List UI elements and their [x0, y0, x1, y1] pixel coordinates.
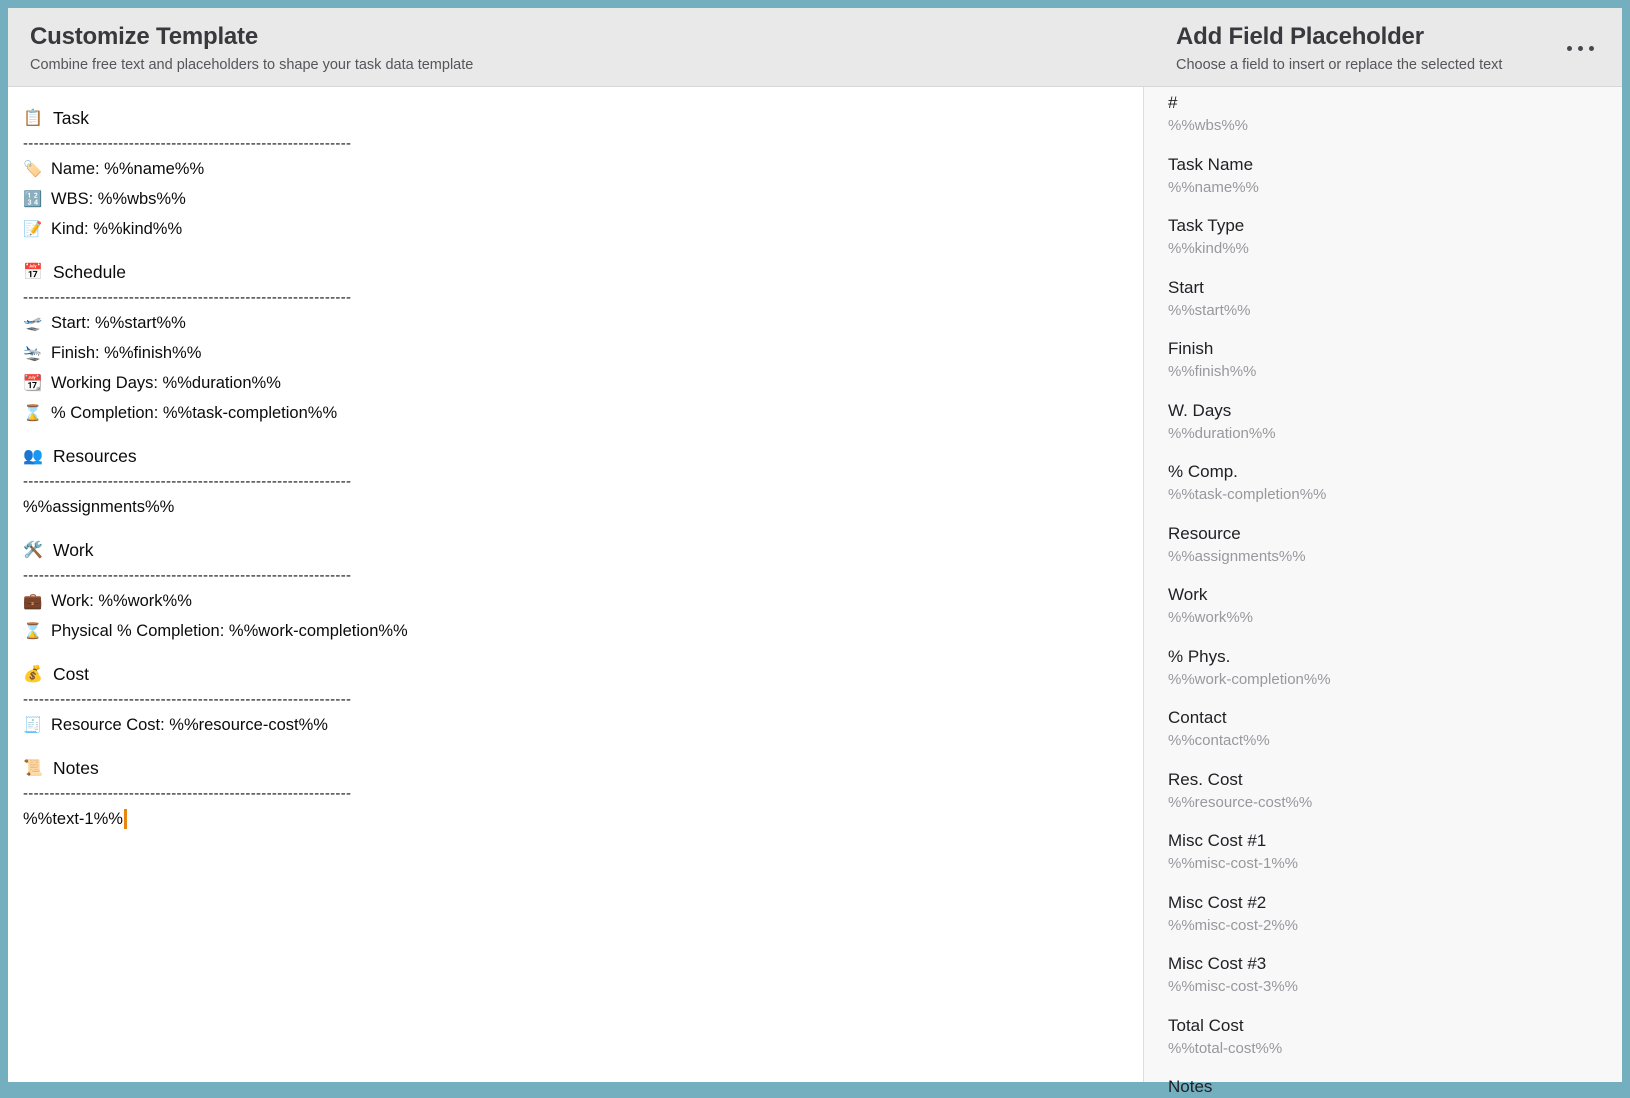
field-item[interactable]: [1168, 461, 1612, 505]
section-divider: --------------------------------------------------------------: [23, 289, 352, 306]
money-bag-icon: 💰: [23, 666, 43, 683]
template-line: [23, 710, 1123, 740]
ellipsis-icon: [1578, 46, 1583, 51]
panel-subtitle: Choose a field to insert or replace the selected text: [1176, 57, 1503, 73]
line-text: WBS: %%wbs%%: [51, 189, 186, 208]
field-label: Start: [1168, 277, 1204, 297]
section-header: [23, 659, 1123, 689]
section-divider: --------------------------------------------------------------: [23, 691, 352, 708]
tear-off-calendar-icon: 📆: [23, 374, 43, 392]
airplane-arrival-icon: 🛬: [23, 344, 43, 362]
briefcase-icon: 💼: [23, 592, 43, 610]
line-text: Resource Cost: %%resource-cost%%: [51, 715, 328, 734]
section-title: Schedule: [53, 261, 126, 282]
field-placeholder: %%kind%%: [1168, 240, 1249, 257]
field-label: #: [1168, 93, 1178, 112]
section-divider: --------------------------------------------------------------: [23, 473, 352, 490]
scroll-icon: 📜: [23, 760, 43, 777]
field-placeholder: %%wbs%%: [1168, 117, 1249, 134]
field-placeholder: %%resource-cost%%: [1168, 793, 1313, 811]
memo-icon: 📝: [23, 220, 43, 238]
field-label: Res. Cost: [1168, 769, 1243, 789]
hourglass-icon: ⌛: [23, 622, 43, 640]
template-line: [23, 184, 1123, 214]
field-placeholder: %%contact%%: [1168, 732, 1270, 749]
field-label: Misc Cost #3: [1168, 954, 1267, 973]
line-text: Work: %%work%%: [51, 591, 192, 610]
field-placeholder: %%total-cost%%: [1168, 1039, 1283, 1057]
field-item[interactable]: [1168, 1015, 1612, 1059]
field-label: % Phys.: [1168, 646, 1231, 666]
receipt-icon: 🧾: [23, 716, 43, 734]
section-title: Work: [53, 539, 94, 560]
field-item[interactable]: [1168, 277, 1612, 321]
field-item[interactable]: [1168, 154, 1612, 198]
customize-template-window: [8, 8, 1622, 1096]
field-item[interactable]: [1168, 400, 1612, 444]
section-divider: --------------------------------------------------------------: [23, 785, 352, 802]
template-line: [23, 214, 1123, 244]
field-item[interactable]: [1168, 953, 1612, 997]
template-line: [23, 308, 1123, 338]
field-placeholder: %%task-completion%%: [1168, 486, 1327, 503]
header-band: [8, 8, 1622, 87]
editor-section: [23, 659, 1123, 740]
field-placeholder: %%misc-cost-3%%: [1168, 978, 1299, 995]
template-line: [23, 804, 1123, 834]
editor-section: [23, 257, 1123, 428]
field-label: Finish: [1168, 339, 1214, 358]
field-item[interactable]: [1168, 769, 1612, 813]
field-placeholder: %%finish%%: [1168, 363, 1257, 380]
section-divider: --------------------------------------------------------------: [23, 567, 352, 584]
field-item[interactable]: [1168, 215, 1612, 259]
section-header: [23, 257, 1123, 287]
section-title: Task: [53, 107, 89, 128]
section-header: [23, 441, 1123, 471]
field-item[interactable]: [1168, 830, 1612, 874]
field-item[interactable]: [1168, 707, 1612, 751]
line-text: %%text-1%%: [23, 809, 123, 828]
template-line: [23, 398, 1123, 428]
field-item[interactable]: [1168, 1076, 1612, 1098]
editor-section: [23, 103, 1123, 244]
field-placeholder: %%misc-cost-1%%: [1168, 855, 1299, 872]
field-placeholder-list: [1143, 87, 1622, 1096]
left-header: [8, 8, 1143, 86]
template-editor[interactable]: [8, 87, 1143, 1082]
field-placeholder: %%work-completion%%: [1168, 670, 1331, 688]
field-placeholder: %%name%%: [1168, 178, 1259, 196]
editor-section: [23, 535, 1123, 646]
field-label: W. Days: [1168, 400, 1232, 420]
field-label: Misc Cost #1: [1168, 831, 1267, 850]
line-text: Name: %%name%%: [51, 159, 205, 178]
section-divider: --------------------------------------------------------------: [23, 135, 352, 152]
section-title: Resources: [53, 445, 137, 466]
field-label: Total Cost: [1168, 1015, 1244, 1035]
template-line: [23, 586, 1123, 616]
field-placeholder: %%duration%%: [1168, 424, 1276, 442]
field-item[interactable]: [1168, 338, 1612, 382]
section-header: [23, 103, 1123, 133]
field-placeholder: %%assignments%%: [1168, 547, 1306, 565]
people-silhouette-icon: 👥: [23, 448, 43, 465]
section-title: Cost: [53, 663, 89, 684]
template-line: [23, 616, 1123, 646]
label-tag-icon: 🏷️: [23, 160, 43, 178]
airplane-departure-icon: 🛫: [23, 314, 43, 332]
field-item[interactable]: [1168, 92, 1612, 136]
field-label: % Comp.: [1168, 462, 1238, 481]
field-item[interactable]: [1168, 523, 1612, 567]
section-header: [23, 753, 1123, 783]
line-text: Working Days: %%duration%%: [51, 373, 281, 392]
template-line: [23, 154, 1123, 184]
input-numbers-icon: 🔢: [23, 190, 43, 208]
panel-title: Add Field Placeholder: [1176, 23, 1424, 50]
more-options-button[interactable]: [1563, 40, 1598, 57]
field-item[interactable]: [1168, 646, 1612, 690]
right-header: [1143, 8, 1622, 86]
line-text: Finish: %%finish%%: [51, 343, 202, 362]
field-placeholder: %%misc-cost-2%%: [1168, 916, 1299, 934]
field-item[interactable]: [1168, 892, 1612, 936]
ellipsis-icon: [1589, 46, 1594, 51]
editor-section: [23, 441, 1123, 522]
ellipsis-icon: [1567, 46, 1572, 51]
field-label: Notes: [1168, 1077, 1213, 1096]
hourglass-icon: ⌛: [23, 404, 43, 422]
field-label: Work: [1168, 585, 1208, 604]
field-label: Task Name: [1168, 154, 1254, 174]
line-text: %%assignments%%: [23, 497, 175, 516]
page-subtitle: Combine free text and placeholders to shape your task data template: [30, 57, 474, 73]
field-placeholder: %%work%%: [1168, 609, 1254, 626]
field-label: Task Type: [1168, 216, 1245, 235]
template-line: [23, 368, 1123, 398]
clipboard-icon: 📋: [23, 110, 43, 127]
field-label: Resource: [1168, 523, 1241, 543]
field-label: Misc Cost #2: [1168, 892, 1267, 912]
main-area: [8, 87, 1622, 1096]
line-text: % Completion: %%task-completion%%: [51, 403, 338, 422]
template-line: [23, 338, 1123, 368]
line-text: Physical % Completion: %%work-completion%%: [51, 621, 408, 640]
line-text: Kind: %%kind%%: [51, 219, 183, 238]
calendar-icon: 📅: [23, 264, 43, 281]
page-title: Customize Template: [30, 23, 258, 50]
field-placeholder: %%start%%: [1168, 301, 1251, 319]
hammer-wrench-icon: 🛠️: [23, 542, 43, 559]
field-item[interactable]: [1168, 584, 1612, 628]
field-label: Contact: [1168, 708, 1227, 727]
section-title: Notes: [53, 757, 99, 778]
editor-section: [23, 753, 1123, 834]
text-cursor: [124, 809, 127, 829]
section-header: [23, 535, 1123, 565]
template-line: [23, 492, 1123, 522]
line-text: Start: %%start%%: [51, 313, 186, 332]
